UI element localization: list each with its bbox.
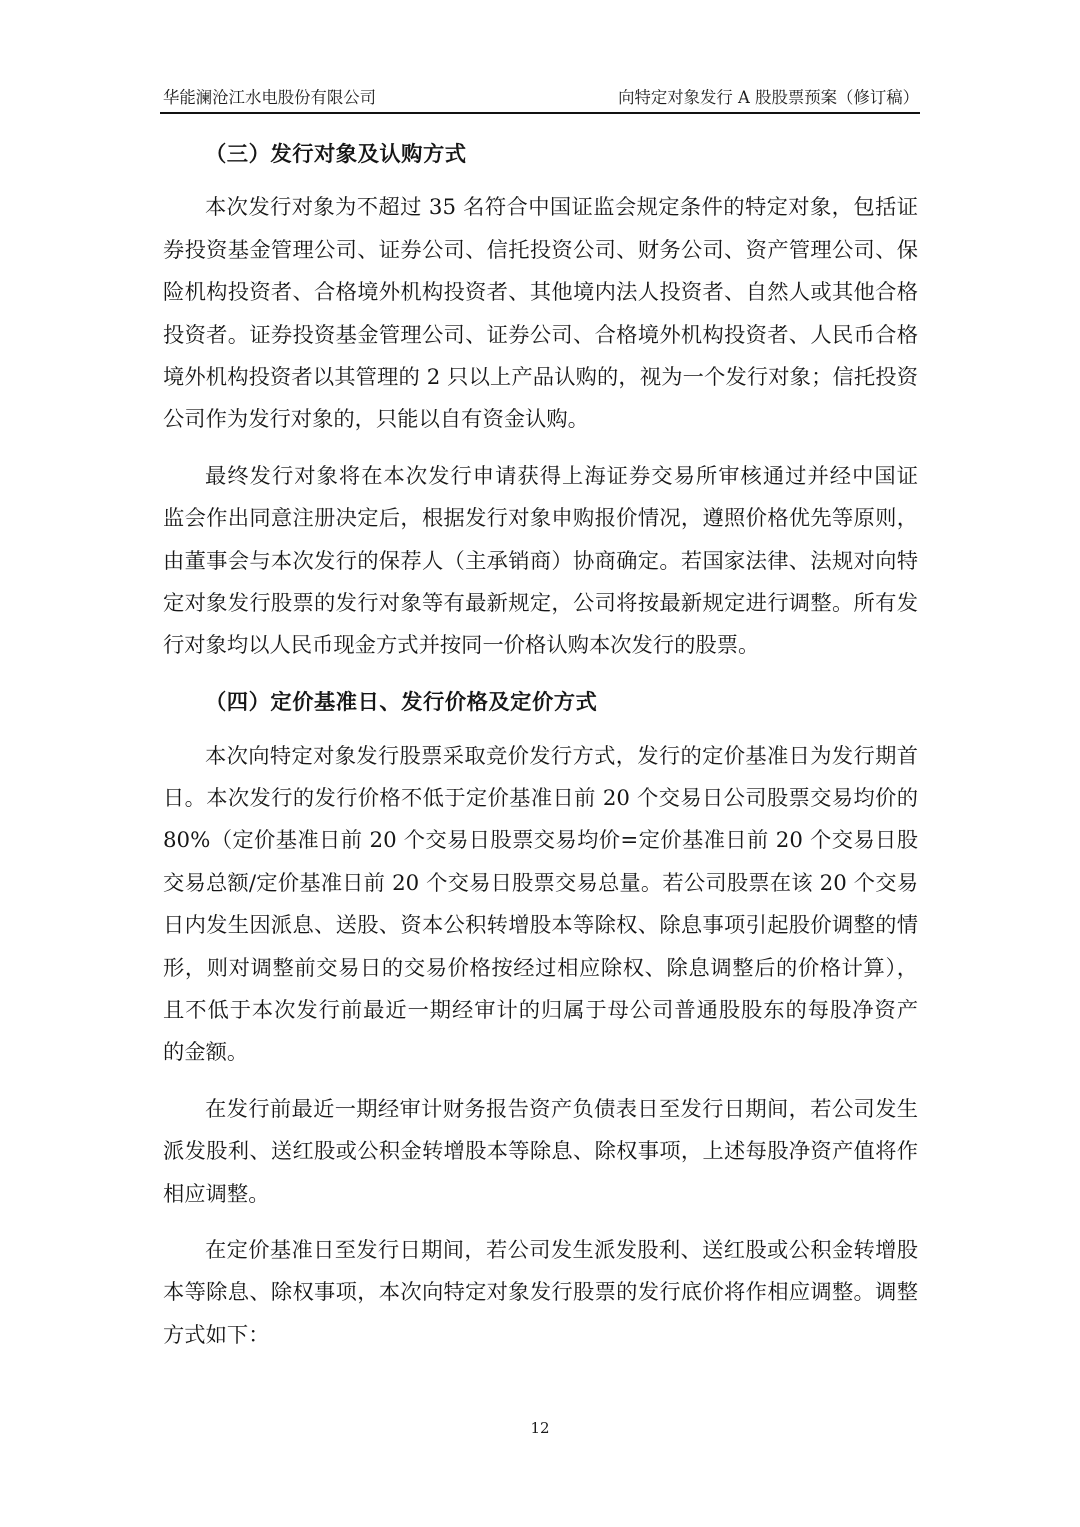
text-line: 境外机构投资者以其管理的 2 只以上产品认购的，视为一个发行对象；信托投资 <box>163 364 918 390</box>
text-line: 投资者。证券投资基金管理公司、证券公司、合格境外机构投资者、人民币合格 <box>163 322 918 348</box>
text-line: 在定价基准日至发行日期间，若公司发生派发股利、送红股或公积金转增股 <box>205 1237 918 1263</box>
text-line: 定对象发行股票的发行对象等有最新规定，公司将按最新规定进行调整。所有发 <box>163 590 918 616</box>
text-line: 险机构投资者、合格境外机构投资者、其他境内法人投资者、自然人或其他合格 <box>163 280 918 306</box>
header-document-title: 向特定对象发行 A 股股票预案（修订稿） <box>618 88 919 107</box>
text-line: 派发股利、送红股或公积金转增股本等除息、除权事项，上述每股净资产值将作 <box>163 1139 918 1165</box>
text-line: 在发行前最近一期经审计财务报告资产负债表日至发行日期间，若公司发生 <box>205 1096 918 1122</box>
paragraph <box>163 1230 918 1357</box>
text-line: 最终发行对象将在本次发行申请获得上海证券交易所审核通过并经中国证 <box>205 463 918 489</box>
page-header <box>163 86 919 110</box>
paragraph <box>163 1089 918 1216</box>
text-line: 公司作为发行对象的，只能以自有资金认购。 <box>163 407 589 433</box>
text-line: 日。本次发行的发行价格不低于定价基准日前 20 个交易日公司股票交易均价的 <box>163 786 918 812</box>
header-company-name: 华能澜沧江水电股份有限公司 <box>163 88 377 107</box>
paragraph <box>163 456 918 668</box>
text-line: 监会作出同意注册决定后，根据发行对象申购报价情况，遵照价格优先等原则， <box>163 506 918 532</box>
text-line: 交易总额/定价基准日前 20 个交易日股票交易总量。若公司股票在该 20 个交易 <box>163 870 918 896</box>
text-line: 行对象均以人民币现金方式并按同一价格认购本次发行的股票。 <box>163 633 760 659</box>
section-heading-3: （三）发行对象及认购方式 <box>205 142 467 167</box>
page-body <box>163 134 918 1357</box>
text-line: 本次发行对象为不超过 35 名符合中国证监会规定条件的特定对象，包括证 <box>205 195 918 221</box>
paragraph <box>163 187 918 441</box>
text-line: 本等除息、除权事项，本次向特定对象发行股票的发行底价将作相应调整。调整 <box>163 1280 918 1306</box>
header-rule <box>160 112 920 114</box>
text-line: 且不低于本次发行前最近一期经审计的归属于母公司普通股股东的每股净资产 <box>163 998 918 1024</box>
text-line: 相应调整。 <box>163 1181 270 1207</box>
text-line: 方式如下： <box>163 1322 270 1348</box>
text-line: 80%（定价基准日前 20 个交易日股票交易均价=定价基准日前 20 个交易日股 <box>163 828 918 854</box>
text-line: 的金额。 <box>163 1040 249 1066</box>
text-line: 日内发生因派息、送股、资本公积转增股本等除权、除息事项引起股价调整的情 <box>163 913 918 939</box>
section-heading-4: （四）定价基准日、发行价格及定价方式 <box>205 690 598 716</box>
paragraph <box>163 736 918 1075</box>
text-line: 券投资基金管理公司、证券公司、信托投资公司、财务公司、资产管理公司、保 <box>163 237 918 263</box>
text-line: 本次向特定对象发行股票采取竞价发行方式，发行的定价基准日为发行期首 <box>205 743 918 769</box>
page-number: 12 <box>530 1419 550 1437</box>
text-line: 由董事会与本次发行的保荐人（主承销商）协商确定。若国家法律、法规对向特 <box>163 548 918 574</box>
text-line: 形，则对调整前交易日的交易价格按经过相应除权、除息调整后的价格计算）， <box>163 955 918 981</box>
